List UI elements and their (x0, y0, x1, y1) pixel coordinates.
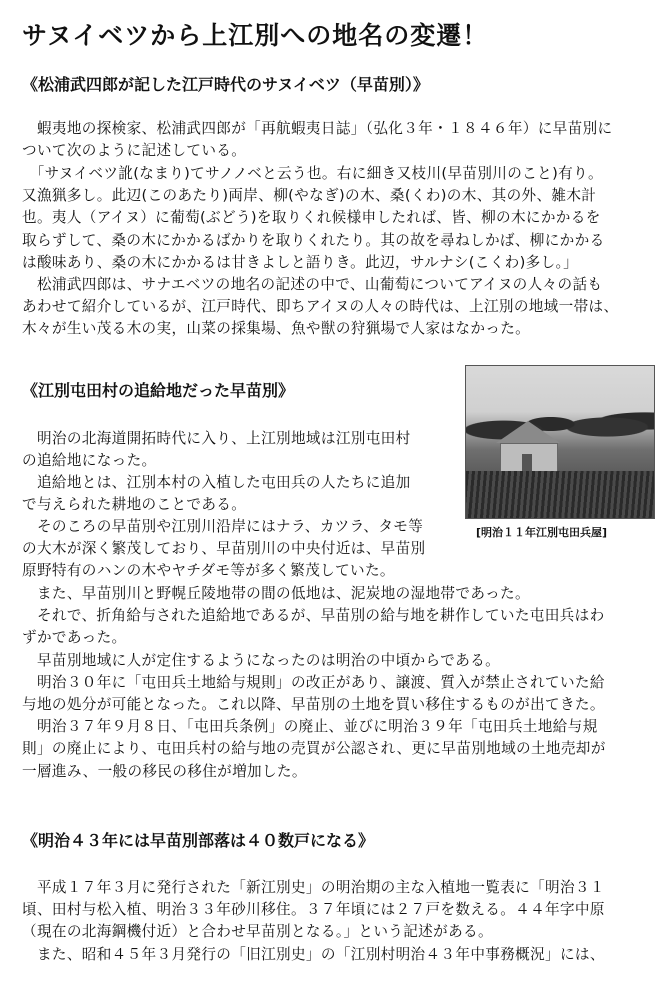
section-heading-matsuura: 《松浦武四郎が記した江戸時代のサヌイベツ（早苗別）》 (22, 75, 429, 94)
page-title: サヌイベツから上江別への地名の変遷！ (22, 21, 489, 50)
paragraph-tsuikyuchi-3: そのころの早苗別や江別川沿岸にはナラ、カツラ、タモ等 の大木が深く繁茂しており、早苗別川の中央付近は、早苗別 原野特有のハンの木やヤチダモ等が多く繁茂していた。 (22, 518, 426, 580)
paragraph-matsuura-summary: 松浦武四郎は、サナエベツの地名の記述の中で、山葡萄についてアイヌの人々の話も あわせて紹介しているが、江戸時代、即ちアイヌの人々の時代は、上江別の地域一帯は、 木々が生い茂る木の実，山菜の採集場、魚や獣の狩猟場で人家はなかった。 (22, 276, 619, 338)
tondenhei-house-photo (465, 365, 655, 519)
paragraph-matsuura-intro: 蝦夷地の探検家、松浦武四郎が「再航蝦夷日誌」（弘化３年・１８４６年）に早苗別に ついて次のように記述している。 (22, 120, 613, 160)
paragraph-meiji43: 平成１７年３月に発行された「新江別史」の明治期の主な入植地一覧表に「明治３１ 頃、田村与松入植、明治３３年砂川移住。３７年頃には２７戸を数える。４４年字中原 （現在の北海鋼機付近）と合わせ早苗別となる。」という記述がある。 また、昭和４５年３月発行の「旧江別史」の「江別村明治４３年中事務概況」には、 (22, 879, 605, 963)
paragraph-tsuikyuchi-1: 明治の北海道開拓時代に入り、上江別地域は江別屯田村 の追給地になった。 (22, 430, 411, 470)
paragraph-tsuikyuchi-history: また、早苗別川と野幌丘陵地帯の間の低地は、泥炭地の湿地帯であった。 それで、折角給与された追給地であるが、早苗別の給与地を耕作していた屯田兵はわ ずかであった。 早苗別地域に人が定住するようになったのは明治の中頃からである。 明治３０年に「屯田兵土地給与規則」の改正があり、譲渡、質入が禁止されていた給 与地の処分が可能となった。これ以降、早苗別の土地を買い移住するものが出てきた。 明治３７年９月８日、「屯田兵条例」の廃止、並びに明治３９年「屯田兵土地給与規 則」の廃止により、屯田兵村の給与地の売買が公認され、更に早苗別地域の土地売却が 一層進み、一般の移民の移住が増加した。 (22, 585, 606, 780)
section-heading-tsuikyuchi: 《江別屯田村の追給地だった早苗別》 (22, 381, 295, 400)
paragraph-tsuikyuchi-2: 追給地とは、江別本村の入植した屯田兵の人たちに追加 で与えられた耕地のことである。 (22, 474, 411, 514)
section-heading-meiji43: 《明治４３年には早苗別部落は４０数戸になる》 (22, 831, 375, 850)
photo-caption: [明治１１年江別屯田兵屋] (476, 526, 608, 539)
paragraph-matsuura-quote: 「サヌイベツ訛(なまり)てサノノベと云う也。右に細き又枝川(早苗別川のこと)有り。 又漁猟多し。此辺(このあたり)両岸、柳(やなぎ)の木、桑(くわ)の木、其の外、雑木計 也。夷人（アイヌ）に葡萄(ぶどう)を取りくれ候様申したれば、皆、柳の木にかかるを 取らずして、桑の木にかかるばかりを取りくれたり。其の故を尋ねしかば、柳にかかる は酸味あり、桑の木にかかるは甘きよしと語りき。此辺，サルナシ(こくわ)多し。」 (22, 165, 605, 271)
